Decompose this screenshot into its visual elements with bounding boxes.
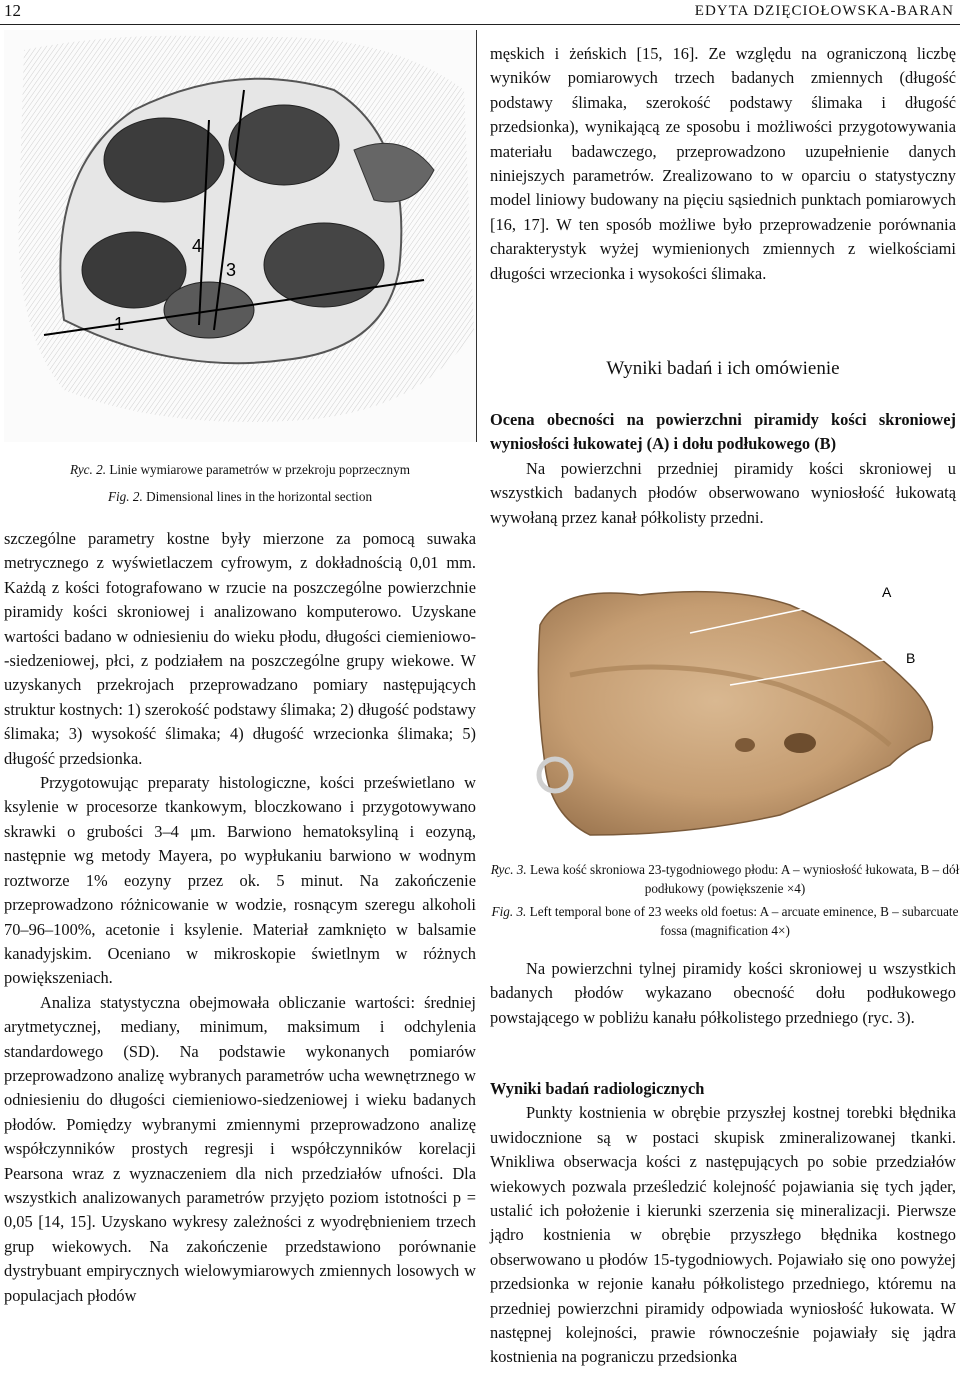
caption-text: Lewa kość skroniowa 23-tygodniowego płodu: A – wyniosłość łukowata, B – dół podłukowy (powiększenie ×4) [530, 862, 960, 896]
cochlea-cross-section-sketch [4, 30, 476, 442]
section-title: Wyniki badań i ich omówienie [606, 358, 840, 379]
caption-prefix: Ryc. 2. [70, 462, 107, 477]
modiolus-base [164, 282, 254, 338]
figure-2-drawing [4, 30, 477, 442]
left-column [4, 527, 476, 1308]
temporal-bone-photo [530, 565, 950, 847]
right-column-intro [490, 42, 956, 286]
caption-prefix: Ryc. 3. [490, 862, 527, 877]
figure-2-caption-en [4, 487, 476, 506]
paragraph: Na powierzchni tylnej piramidy kości skroniowej u wszystkich badanych płodów wykazano obecność dołu podłukowego powstającego w pobliżu kanału półkolistego przedniego (ryc. 3). [490, 959, 956, 1027]
label-4: 4 [192, 236, 203, 256]
figure-3-photo [530, 565, 950, 847]
caption-text: Linie wymiarowe parametrów w przekroju poprzecznym [109, 462, 410, 477]
figure-2-caption-pl [4, 460, 476, 479]
label-b: B [906, 650, 916, 666]
subarcuate-fossa-paragraph [490, 957, 956, 1030]
running-head: EDYTA DZIĘCIOŁOWSKA-BARAN [694, 3, 954, 19]
figure-3-caption-pl [490, 860, 960, 898]
paragraph: Punkty kostnienia w obrębie przyszłej kostnej torebki błędnika uwidocznione są w postaci skupisk zmineralizowanej tkanki. Wnikliwa obserwacja kości z następujących po sobie przedziałów wiekowych pozwala prześledzić kolejność pojawiania się tych jąder, ustalić ich położenie i kierunki szerzenia się mineralizacji. Pierwsze jądro kostnienia w obrębie przyszłego błędnika kostnego obserwowano u płodów 15-tygodniowych. Pojawiało się ono powyżej przedsionka w rejonie kanału półkolistego przedniego, któremu na przedniej powierzchni piramidy odpowiada wyniosłość łukowata. W następnej kolejności, prawie równocześnie pojawiały się jądra kostnienia na pograniczu przedsionka [490, 1103, 956, 1367]
caption-prefix: Fig. 2. [107, 489, 143, 504]
caption-text: Left temporal bone of 23 weeks old foetus: A – arcuate eminence, B – subarcuate fossa (magnification 4×) [529, 904, 959, 938]
subsection-title: Wyniki badań radiologicznych [490, 1079, 705, 1098]
cochlear-turn-upper-right [229, 105, 339, 185]
paragraph: Przygotowując preparaty histologiczne, kości prześwietlano w ksylenie w procesorze tkankowym, bloczkowano i przygotowywano skrawki o grubości 3–4 μm. Barwiono hematoksyliną i eozyną, następnie wg metody Mayera, po wypłukaniu barwiono w wodnym roztworze 1% eozyny przez ok. 5 minut. Na zakończenie przeprowadzono różnicowanie w wodzie, rosnącym szeregu alkoholi 70–96–100%, acetonie i ksylenie. Materiał zamknięto w balsamie kanadyjskim. Oceniano w mikroskopie świetlnym w różnych powiększeniach. [4, 773, 476, 988]
label-a: A [882, 584, 892, 600]
bone-pit [735, 738, 755, 752]
paragraph: Na powierzchni przedniej piramidy kości skroniowej u wszystkich badanych płodów obserwowano wyniosłość łukowatą wywołaną przez kanał półkolisty przedni. [490, 458, 956, 527]
paragraph: męskich i żeńskich [15, 16]. Ze względu na ograniczoną liczbę wyników pomiarowych trzech badanych zmiennych (długość podstawy ślimaka, szerokość podstawy ślimaka i długość przedsionka), wynikającą ze sposobu i możliwości przygotowywania materiału badawczego, przeprowadzono uzupełnienie danych niniejszych parametrów. Zrealizowano to w oparciu o statystyczny model liniowy budowany na pięciu sąsiednich punktach pomiarowych [16, 17]. W ten sposób możliwe było przeprowadzenie porównania charakterystyk wyżej wymienionych zmiennych z wielkościami długości wrzecionka i wysokości ślimaka. [490, 44, 956, 283]
bone-shape [538, 592, 932, 835]
subarcuate-fossa [784, 733, 816, 753]
subsection-radiology [490, 1077, 956, 1370]
caption-text: Dimensional lines in the horizontal section [146, 489, 373, 504]
caption-prefix: Fig. 3. [491, 904, 527, 919]
figure-3-caption-en [490, 902, 960, 940]
paragraph: Analiza statystyczna obejmowała obliczanie wartości: średniej arytmetycznej, mediany, minimum, maksimum i odchylenia standardowego (SD). Na podstawie wykonanych pomiarów przeprowadzono analizę wybranych parametrów ucha wewnętrznego w odniesieniu do długości ciemieniowo-siedzeniowej i wieku badanych płodów. Pomiędzy wybranymi zmiennymi przeprowadzono analizę współczynników prostych regresji i współczynników korelacji Pearsona wraz z wyznaczeniem dla nich przedziałów ufności. Dla wszystkich analizowanych parametrów przyjęto poziom istotności p = 0,05 [14, 15]. Uzyskano wykresy zależności z wyodrębnieniem trzech grup wiekowych. Na zakończenie przedstawiono porównanie dystrybuant empirycznych wielowymiarowych zmiennych losowych w populacjach płodów [4, 992, 476, 1305]
page-number: 12 [4, 1, 21, 20]
label-3: 3 [226, 260, 237, 280]
paragraph: szczególne parametry kostne były mierzone za pomocą suwaka metrycznego z wyświetlaczem cyfrowym, z dokładnością 0,01 mm. Każdą z kości fotografowano w rzucie na poszczególne powierzchnie piramidy kości skroniowej i analizowano komputerowo. Uzyskane wartości badano w odniesieniu do wieku płodu, długości ciemieniowo--siedzeniowej, płci, z podziałem na poszczególne grupy wiekowe. W uzyskanych przekrojach przeprowadzano pomiary następujących struktur kostnych: 1) szerokość podstawy ślimaka; 2) długość podstawy ślimaka; 3) wysokość ślimaka; 4) długość wrzecionka ślimaka; 5) długość przedsionka. [4, 529, 476, 768]
subsection-arcuate-eminence [490, 408, 956, 530]
page-header [0, 0, 960, 25]
label-1: 1 [114, 314, 125, 334]
subsection-title: Ocena obecności na powierzchni piramidy kości skroniowej wyniosłości łukowatej (A) i dołu podłukowego (B) [490, 410, 956, 454]
